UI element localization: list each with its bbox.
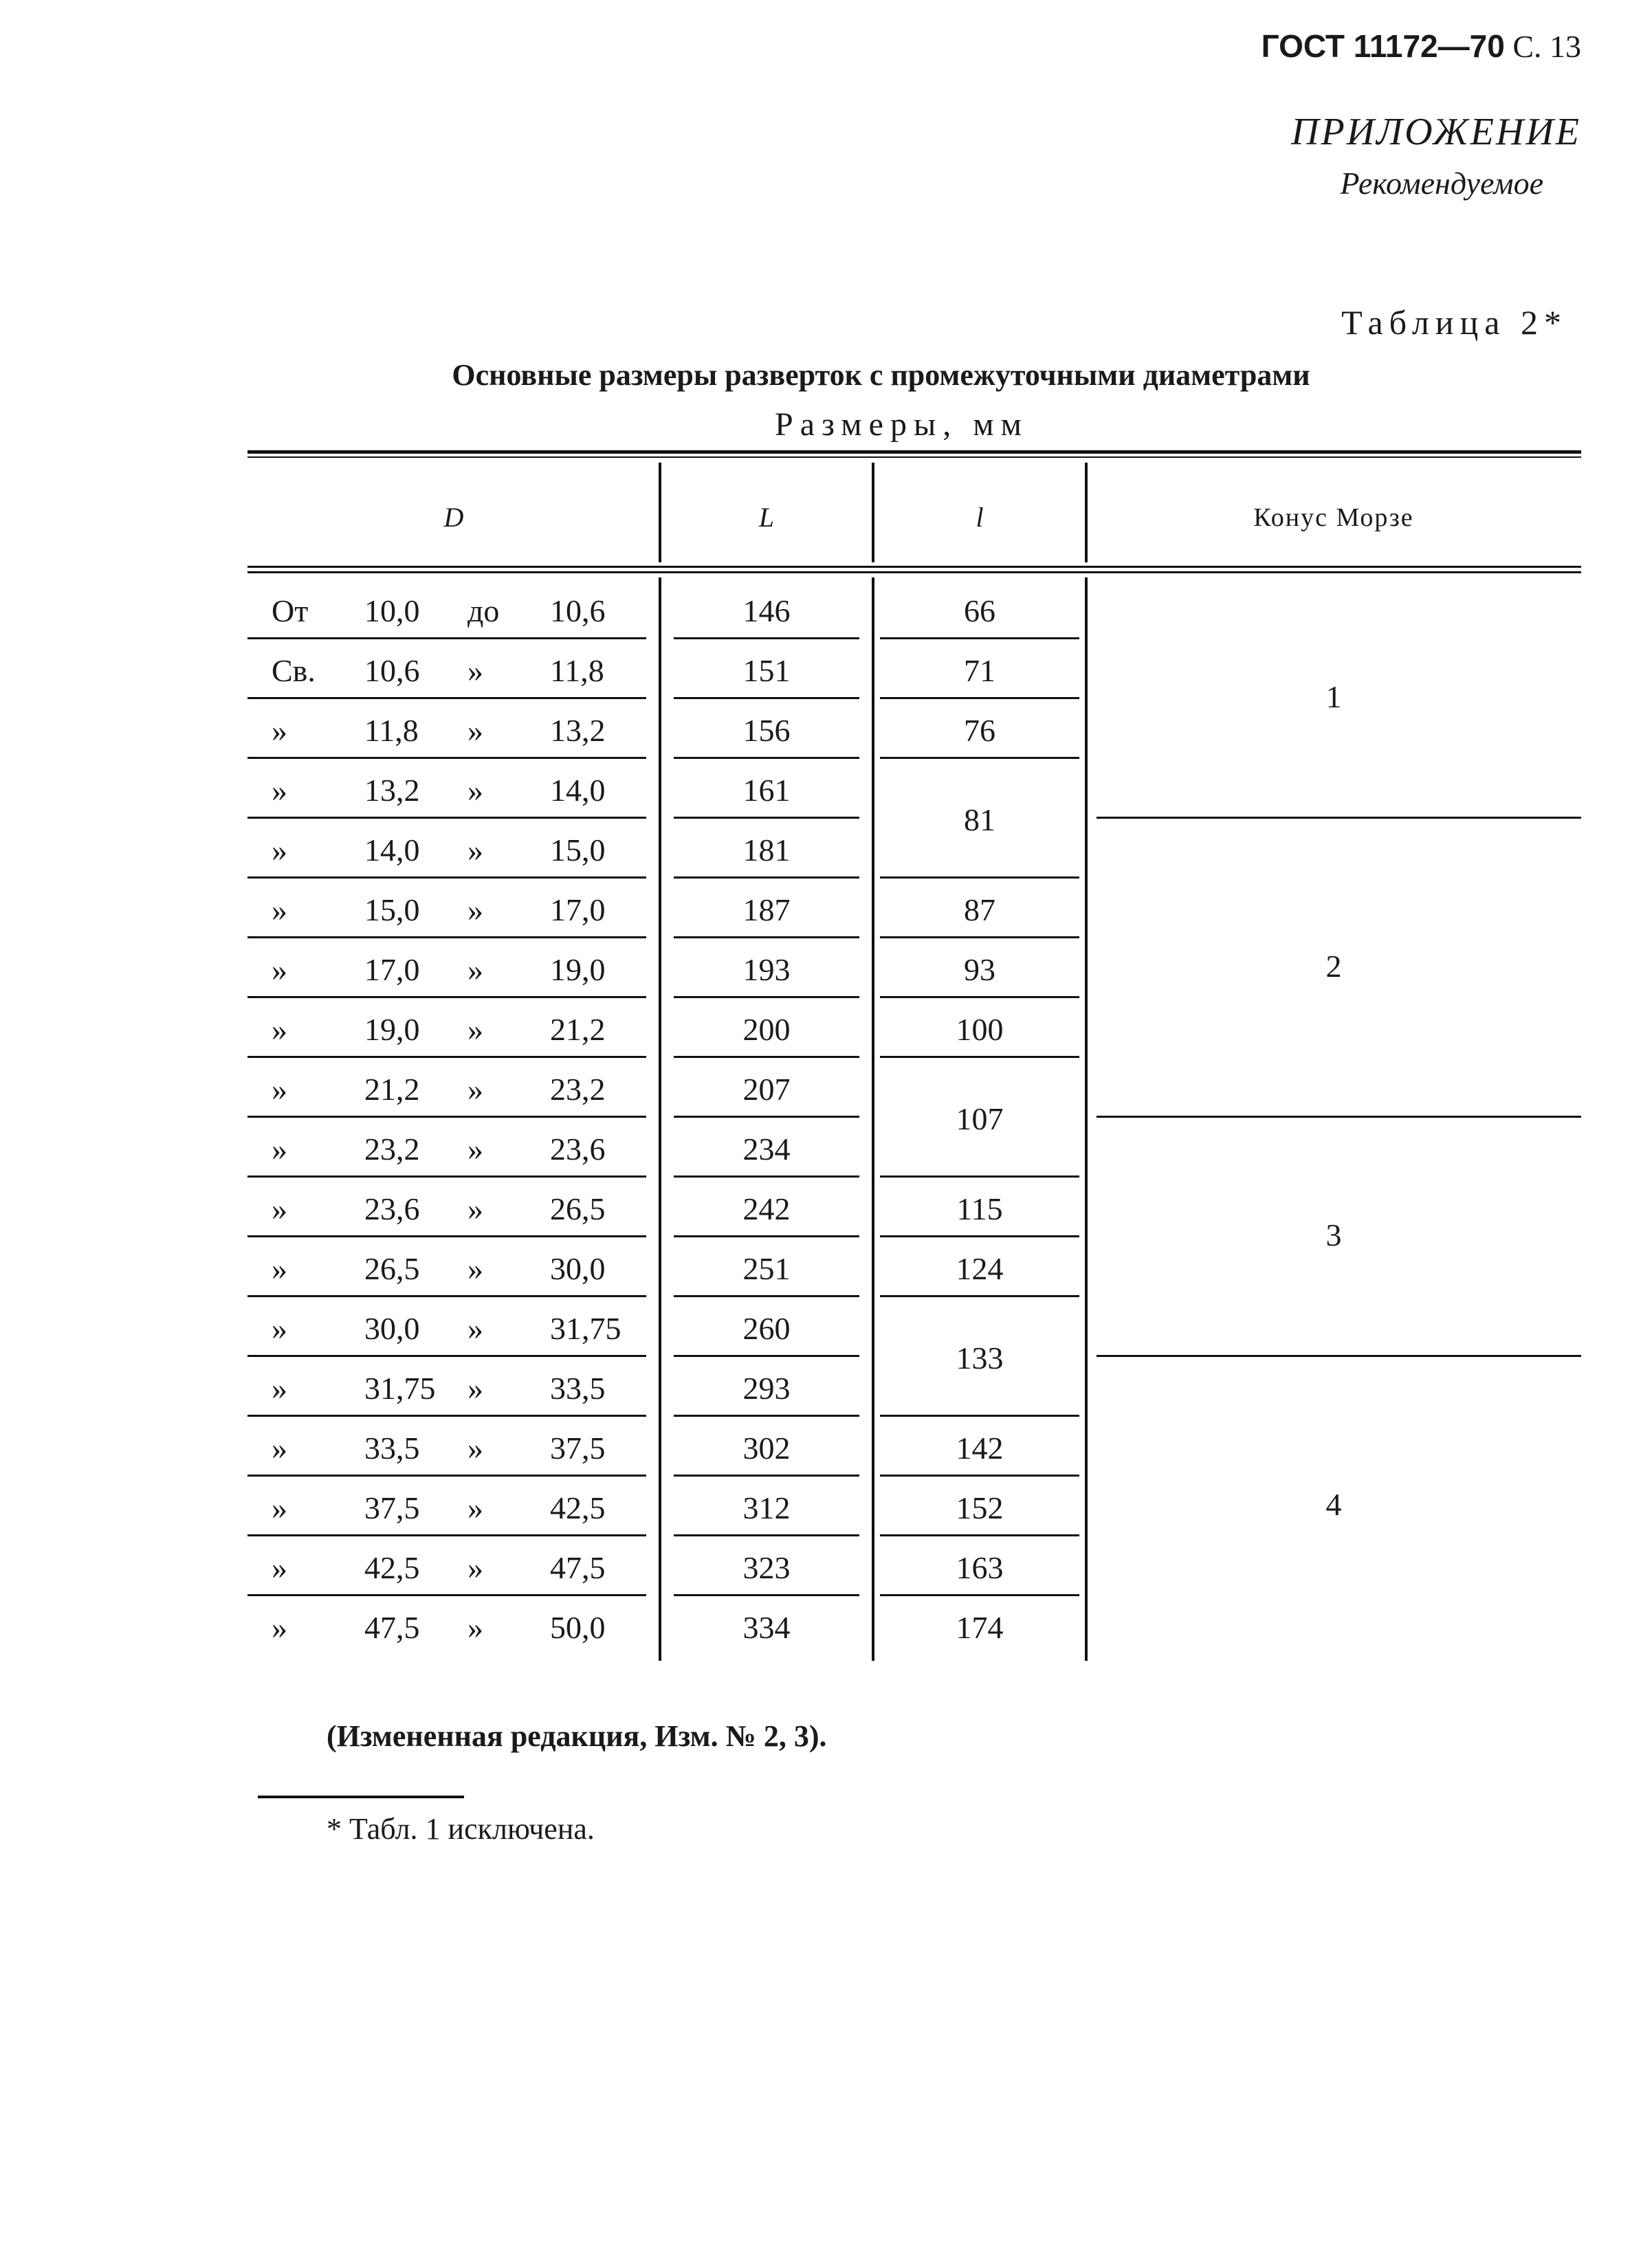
table-row-d <box>247 641 660 700</box>
d-sep: » <box>467 1550 483 1585</box>
d-to: 47,5 <box>550 1550 606 1585</box>
row-rule <box>880 876 1079 879</box>
table-cell-length: 251 <box>742 1251 791 1286</box>
row-rule <box>674 1175 859 1178</box>
table-row-d <box>247 820 660 880</box>
row-rule <box>247 1056 646 1058</box>
d-sep: » <box>467 1311 483 1346</box>
d-sep: » <box>467 1131 483 1167</box>
d-from: 14,0 <box>364 832 420 868</box>
d-from: 47,5 <box>364 1610 420 1645</box>
table-cell-morse-taper: 1 <box>1325 679 1342 714</box>
d-prefix: » <box>272 1490 287 1525</box>
table-cell-working-length: 124 <box>956 1251 1004 1286</box>
table-cell-morse-taper: 3 <box>1325 1217 1342 1252</box>
row-rule <box>247 996 646 998</box>
table-row-d <box>247 1059 660 1119</box>
row-rule <box>880 1295 1079 1297</box>
table-cell-morse-taper: 4 <box>1325 1487 1342 1522</box>
row-rule <box>880 996 1079 998</box>
table-row-d <box>247 1598 660 1657</box>
table-cell-working-length: 93 <box>964 952 995 987</box>
d-to: 33,5 <box>550 1371 606 1406</box>
footnote-divider <box>258 1796 464 1798</box>
d-from: 26,5 <box>364 1251 420 1286</box>
d-from: 23,2 <box>364 1131 420 1167</box>
row-rule <box>674 876 859 879</box>
table-row-d <box>247 1000 660 1059</box>
row-rule <box>674 996 859 998</box>
d-sep: » <box>467 1371 483 1406</box>
d-to: 19,0 <box>550 952 606 987</box>
d-to: 21,2 <box>550 1012 606 1047</box>
table-number: Таблица 2* <box>1341 303 1567 342</box>
row-rule <box>674 1475 859 1477</box>
table-cell-working-length: 115 <box>956 1191 1003 1226</box>
d-sep: » <box>467 1490 483 1525</box>
d-to: 15,0 <box>550 832 606 868</box>
d-sep: до <box>467 593 500 628</box>
d-sep: » <box>467 1072 483 1107</box>
table-cell-working-length: 100 <box>956 1012 1004 1047</box>
d-to: 23,6 <box>550 1131 606 1167</box>
table-top-rule <box>247 450 1581 454</box>
d-to: 50,0 <box>550 1610 606 1645</box>
row-rule <box>880 757 1079 759</box>
header-d: D <box>443 502 464 533</box>
table-cell-length: 193 <box>742 952 791 987</box>
d-prefix: » <box>272 952 287 987</box>
row-rule <box>674 637 859 639</box>
d-prefix: » <box>272 1371 287 1406</box>
d-prefix: » <box>272 1431 287 1466</box>
d-prefix: » <box>272 1550 287 1585</box>
d-prefix: » <box>272 1131 287 1167</box>
table-row-d <box>247 700 660 760</box>
table-cell-length: 146 <box>742 593 791 628</box>
header-l-working: l <box>976 502 984 533</box>
table-row-d <box>247 880 660 940</box>
d-from: 19,0 <box>364 1012 420 1047</box>
row-rule <box>880 1235 1079 1237</box>
dimensions-table <box>247 450 1581 1694</box>
row-rule <box>247 1534 646 1536</box>
table-units: Размеры, мм <box>775 406 1028 443</box>
table-cell-working-length: 71 <box>964 653 995 688</box>
table-cell-working-length: 81 <box>964 802 995 837</box>
row-rule <box>247 1355 646 1357</box>
header-l-length: L <box>758 502 775 533</box>
table-top-rule <box>247 456 1581 458</box>
row-rule <box>674 1415 859 1417</box>
row-rule <box>674 1056 859 1058</box>
header-bottom-rule <box>247 566 1581 568</box>
d-to: 30,0 <box>550 1251 606 1286</box>
appendix-title: ПРИЛОЖЕНИЕ <box>1291 111 1581 153</box>
d-prefix: » <box>272 1610 287 1645</box>
d-to: 17,0 <box>550 892 606 927</box>
table-cell-length: 181 <box>742 832 791 868</box>
d-sep: » <box>467 892 483 927</box>
d-sep: » <box>467 1610 483 1645</box>
table-cell-length: 312 <box>742 1490 791 1525</box>
row-rule <box>880 637 1079 639</box>
d-from: 23,6 <box>364 1191 420 1226</box>
row-rule <box>880 1415 1079 1417</box>
d-to: 11,8 <box>550 653 604 688</box>
row-rule <box>880 697 1079 699</box>
d-from: 37,5 <box>364 1490 420 1525</box>
d-sep: » <box>467 653 483 688</box>
table-cell-length: 161 <box>742 773 791 808</box>
row-rule <box>880 1594 1079 1596</box>
table-cell-working-length: 133 <box>956 1340 1004 1376</box>
d-prefix: » <box>272 1311 287 1346</box>
table-cell-working-length: 66 <box>964 593 995 628</box>
d-prefix: Св. <box>272 653 316 688</box>
table-row-d <box>247 1119 660 1179</box>
d-prefix: От <box>272 593 309 628</box>
row-rule <box>247 936 646 938</box>
d-from: 33,5 <box>364 1431 420 1466</box>
table-caption: Основные размеры разверток с промежуточными диаметрами <box>452 358 1310 392</box>
d-to: 26,5 <box>550 1191 606 1226</box>
d-sep: » <box>467 713 483 748</box>
row-rule <box>247 1235 646 1237</box>
d-to: 13,2 <box>550 713 606 748</box>
d-sep: » <box>467 1251 483 1286</box>
d-to: 10,6 <box>550 593 606 628</box>
table-cell-length: 334 <box>742 1610 791 1645</box>
header-bottom-rule <box>247 571 1581 573</box>
row-rule <box>247 876 646 879</box>
table-cell-length: 323 <box>742 1550 791 1585</box>
d-prefix: » <box>272 1072 287 1107</box>
row-rule <box>247 697 646 699</box>
d-prefix: » <box>272 832 287 868</box>
row-rule <box>674 936 859 938</box>
table-row-d <box>247 1418 660 1478</box>
d-to: 37,5 <box>550 1431 606 1466</box>
d-sep: » <box>467 832 483 868</box>
d-prefix: » <box>272 713 287 748</box>
row-rule <box>247 1475 646 1477</box>
table-cell-working-length: 174 <box>956 1610 1004 1645</box>
d-from: 13,2 <box>364 773 420 808</box>
d-prefix: » <box>272 1012 287 1047</box>
row-rule <box>674 1594 859 1596</box>
row-rule <box>674 1235 859 1237</box>
row-rule <box>247 637 646 639</box>
standard-code: ГОСТ 11172—70 <box>1261 28 1505 64</box>
d-sep: » <box>467 1431 483 1466</box>
table-cell-length: 260 <box>742 1311 791 1346</box>
table-cell-length: 151 <box>742 653 791 688</box>
page-number: С. 13 <box>1512 29 1581 64</box>
row-rule <box>880 1175 1079 1178</box>
row-rule <box>674 1355 859 1357</box>
amendment-note: (Измененная редакция, Изм. № 2, 3). <box>327 1719 827 1753</box>
table-row-d <box>247 1538 660 1598</box>
table-cell-working-length: 152 <box>956 1490 1004 1525</box>
row-rule <box>880 1534 1079 1536</box>
row-rule <box>247 1594 646 1596</box>
table-cell-length: 156 <box>742 713 791 748</box>
d-from: 10,6 <box>364 653 420 688</box>
page-header <box>1031 27 1581 65</box>
row-rule <box>674 1295 859 1297</box>
table-cell-length: 207 <box>742 1072 791 1107</box>
table-cell-working-length: 87 <box>964 892 995 927</box>
table-row-d <box>247 1299 660 1358</box>
table-row-d <box>247 760 660 820</box>
d-prefix: » <box>272 892 287 927</box>
row-rule <box>247 757 646 759</box>
row-rule <box>880 936 1079 938</box>
row-rule <box>674 1534 859 1536</box>
row-rule <box>247 817 646 819</box>
row-rule <box>247 1175 646 1178</box>
footnote: * Табл. 1 исключена. <box>327 1812 595 1846</box>
d-prefix: » <box>272 1191 287 1226</box>
table-cell-length: 234 <box>742 1131 791 1167</box>
d-sep: » <box>467 1191 483 1226</box>
table-cell-length: 242 <box>742 1191 791 1226</box>
d-sep: » <box>467 773 483 808</box>
d-from: 15,0 <box>364 892 420 927</box>
row-rule <box>674 817 859 819</box>
d-to: 31,75 <box>550 1311 621 1346</box>
table-row-d <box>247 940 660 1000</box>
table-cell-length: 187 <box>742 892 791 927</box>
table-cell-working-length: 163 <box>956 1550 1004 1585</box>
header-morse-taper: Конус Морзе <box>1253 503 1414 532</box>
table-cell-length: 293 <box>742 1371 791 1406</box>
row-rule <box>674 757 859 759</box>
d-from: 21,2 <box>364 1072 420 1107</box>
d-to: 42,5 <box>550 1490 606 1525</box>
table-cell-length: 302 <box>742 1431 791 1466</box>
d-prefix: » <box>272 1251 287 1286</box>
table-row-d <box>247 1358 660 1418</box>
d-from: 31,75 <box>364 1371 436 1406</box>
row-rule <box>247 1295 646 1297</box>
d-prefix: » <box>272 773 287 808</box>
d-from: 30,0 <box>364 1311 420 1346</box>
table-row-d <box>247 1478 660 1538</box>
d-sep: » <box>467 1012 483 1047</box>
row-rule <box>674 697 859 699</box>
table-cell-working-length: 76 <box>964 713 995 748</box>
table-cell-working-length: 142 <box>956 1431 1004 1466</box>
table-row-d <box>247 1179 660 1239</box>
d-from: 42,5 <box>364 1550 420 1585</box>
table-cell-morse-taper: 2 <box>1325 949 1342 984</box>
row-rule <box>247 1415 646 1417</box>
d-from: 10,0 <box>364 593 420 628</box>
table-cell-length: 200 <box>742 1012 791 1047</box>
table-row-d <box>247 581 660 641</box>
row-rule <box>880 1475 1079 1477</box>
d-sep: » <box>467 952 483 987</box>
d-from: 17,0 <box>364 952 420 987</box>
appendix-status: Рекомендуемое <box>1340 166 1543 201</box>
d-to: 14,0 <box>550 773 606 808</box>
d-to: 23,2 <box>550 1072 606 1107</box>
table-row-d <box>247 1239 660 1299</box>
row-rule <box>674 1116 859 1118</box>
row-rule <box>247 1116 646 1118</box>
row-rule <box>880 1056 1079 1058</box>
d-from: 11,8 <box>364 713 419 748</box>
table-cell-working-length: 107 <box>956 1101 1004 1136</box>
